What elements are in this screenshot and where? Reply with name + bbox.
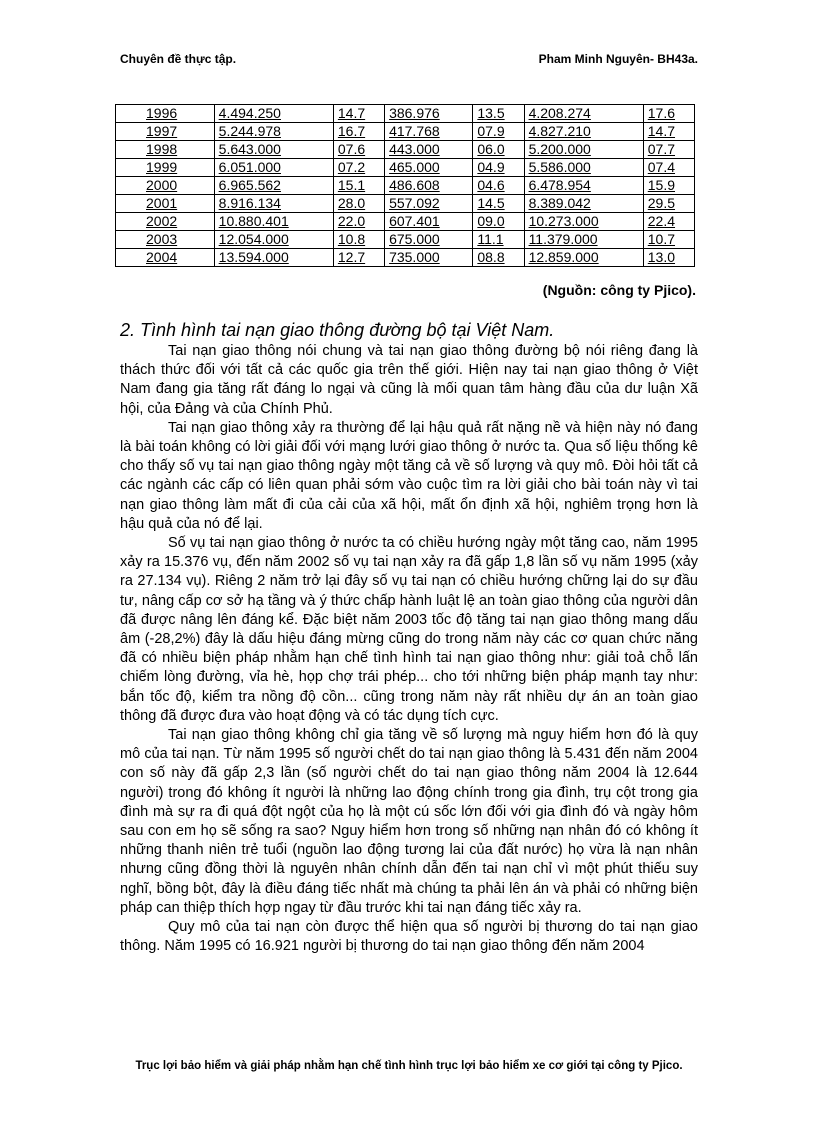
table-cell: 09.0: [473, 213, 524, 231]
table-cell: 14.5: [473, 195, 524, 213]
table-cell: 1999: [116, 159, 215, 177]
page-footer: Trục lợi bảo hiểm và giải pháp nhằm hạn chế tình hình trục lợi bảo hiểm xe cơ giới tại công ty Pjico.: [135, 1060, 683, 1072]
table-row: [116, 195, 695, 213]
table-cell: 386.976: [385, 105, 473, 123]
table-cell: 07.6: [333, 141, 384, 159]
table-cell: 607.401: [385, 213, 473, 231]
table-cell: 11.379.000: [524, 231, 643, 249]
table-cell: 4.827.210: [524, 123, 643, 141]
table-cell: 6.965.562: [214, 177, 333, 195]
table-cell: 486.608: [385, 177, 473, 195]
table-cell: 1996: [116, 105, 215, 123]
table-cell: 29.5: [643, 195, 694, 213]
header-left: Chuyên đề thực tập.: [120, 52, 237, 66]
paragraph: Tai nạn giao thông không chỉ gia tăng về số lượng mà nguy hiểm hơn đó là quy mô của tai nạn. Từ năm 1995 số người chết do tai nạn giao thông là 5.431 đến năm 2004 con số này đã gấp 2,3 lần (số người chết do tai nạn giao thông năm 2004 là 12.644 người) trong đó không ít người là những lao động chính trong gia đình, trụ cột trong gia đình mà sự ra đi quá đột ngột của họ là một cú sốc lớn đối với gia đình đó và ngày hôm sau con em họ sẽ sống ra sao? Nguy hiểm hơn trong số những nạn nhân đó có không ít những thanh niên trẻ tuổi (nguồn lao động tương lai của đất nước) họ vừa là nạn nhân nhưng cũng đồng thời là nguyên nhân chính dẫn đến tai nạn chỉ vì một phút thiếu suy nghĩ, bồng bột, đây là điều đáng tiếc nhất mà chúng ta phải lên án và phải có những biện pháp can thiệp thích hợp ngay từ đầu trước khi tai nạn đáng tiếc xảy ra.: [120, 727, 698, 916]
table-cell: 2004: [116, 249, 215, 267]
paragraph: Quy mô của tai nạn còn được thể hiện qua số người bị thương do tai nạn giao thông. Năm 1995 có 16.921 người bị thương do tai nạn giao thông đến năm 2004: [120, 919, 698, 955]
table-cell: 2000: [116, 177, 215, 195]
table-row: [116, 177, 695, 195]
table-cell: 22.4: [643, 213, 694, 231]
table-cell: 4.494.250: [214, 105, 333, 123]
header-right: Pham Minh Nguyên- BH43a.: [538, 52, 698, 66]
table-cell: 417.768: [385, 123, 473, 141]
table-cell: 13.0: [643, 249, 694, 267]
table-cell: 4.208.274: [524, 105, 643, 123]
table-cell: 2002: [116, 213, 215, 231]
paragraph: Số vụ tai nạn giao thông ở nước ta có chiều hướng ngày một tăng cao, năm 1995 xảy ra 15.376 vụ, đến năm 2002 số vụ tai nạn xảy ra đã gấp 1,8 lần số vụ năm 1995 (xảy ra 27.134 vụ). Riêng 2 năm trở lại đây số vụ tai nạn có chiều hướng chững lại do sự đầu tư, nâng cấp cơ sở hạ tầng và ý thức chấp hành luật lệ an toàn giao thông của người dân đã được nâng lên đáng kể. Đặc biệt năm 2003 tốc độ tăng tai nạn giao thông mang dấu âm (-28,2%) đây là dấu hiệu đáng mừng cũng do trong năm này các cơ quan chức năng đã có nhiều biện pháp nhằm hạn chế tình hình tai nạn giao thông như: giải toả chỗ lấn chiếm lòng đường, vỉa hè, họp chợ trái phép... cho tới những biện pháp mạnh tay như: bắn tốc độ, kiểm tra nồng độ cồn... cũng trong năm này rất nhiều dự án an toàn giao thông đã được đưa vào hoạt động và có tác dụng tích cực.: [120, 535, 698, 724]
table-row: [116, 123, 695, 141]
table-cell: 1998: [116, 141, 215, 159]
table-row: [116, 249, 695, 267]
table-cell: 735.000: [385, 249, 473, 267]
table-cell: 6.051.000: [214, 159, 333, 177]
table-cell: 557.092: [385, 195, 473, 213]
table-cell: 06.0: [473, 141, 524, 159]
table-cell: 12.054.000: [214, 231, 333, 249]
table-cell: 2003: [116, 231, 215, 249]
table-cell: 11.1: [473, 231, 524, 249]
table-cell: 10.7: [643, 231, 694, 249]
table-row: [116, 213, 695, 231]
table-cell: 12.7: [333, 249, 384, 267]
table-cell: 07.4: [643, 159, 694, 177]
table-cell: 16.7: [333, 123, 384, 141]
table-cell: 07.9: [473, 123, 524, 141]
table-row: [116, 159, 695, 177]
body-text: [120, 342, 698, 957]
table-cell: 13.5: [473, 105, 524, 123]
table-cell: 14.7: [643, 123, 694, 141]
table-row: [116, 231, 695, 249]
table-cell: 5.244.978: [214, 123, 333, 141]
table-cell: 07.2: [333, 159, 384, 177]
table-cell: 04.9: [473, 159, 524, 177]
table-cell: 22.0: [333, 213, 384, 231]
table-cell: 675.000: [385, 231, 473, 249]
table-cell: 2001: [116, 195, 215, 213]
table-cell: 8.389.042: [524, 195, 643, 213]
statistics-table: [115, 104, 695, 267]
table-cell: 443.000: [385, 141, 473, 159]
table-cell: 08.8: [473, 249, 524, 267]
paragraph: Tai nạn giao thông nói chung và tai nạn giao thông đường bộ nói riêng đang là thách thức đối với tất cả các quốc gia trên thế giới. Hiện nay tai nạn giao thông ở Việt Nam đang gia tăng rất đáng lo ngại và cũng là mối quan tâm hàng đầu của dư luận Xã hội, của Đảng và của Chính Phủ.: [120, 343, 698, 417]
table-row: [116, 141, 695, 159]
table-cell: 14.7: [333, 105, 384, 123]
table-cell: 1997: [116, 123, 215, 141]
table-cell: 465.000: [385, 159, 473, 177]
table-cell: 12.859.000: [524, 249, 643, 267]
table-cell: 5.643.000: [214, 141, 333, 159]
table-cell: 10.273.000: [524, 213, 643, 231]
table-row: [116, 105, 695, 123]
table-cell: 6.478.954: [524, 177, 643, 195]
table-cell: 8.916.134: [214, 195, 333, 213]
table-source: (Nguồn: công ty Pjico).: [542, 282, 696, 298]
table-cell: 15.9: [643, 177, 694, 195]
page-header: [120, 52, 698, 70]
table-cell: 15.1: [333, 177, 384, 195]
table-cell: 10.880.401: [214, 213, 333, 231]
table-cell: 07.7: [643, 141, 694, 159]
table-cell: 5.200.000: [524, 141, 643, 159]
table-cell: 04.6: [473, 177, 524, 195]
paragraph: Tai nạn giao thông xảy ra thường để lại hậu quả rất nặng nề và hiện này nó đang là bài toán không có lời giải đối với mạng lưới giao thông ở nước ta. Qua số liệu thống kê cho thấy số vụ tai nạn giao thông ngày một tăng cả về số lượng và quy mô. Đòi hỏi tất cả các ngành các cấp có liên quan phải sớm vào cuộc tìm ra lời giải cho bài toán này vì tai nạn giao thông làm mất đi của cải của xã hội, mất ổn định xã hội, nghiêm trọng hơn là hậu quả của nó để lại.: [120, 419, 698, 532]
table-cell: 28.0: [333, 195, 384, 213]
table-cell: 10.8: [333, 231, 384, 249]
table-cell: 5.586.000: [524, 159, 643, 177]
section-title: 2. Tình hình tai nạn giao thông đường bộ tại Việt Nam.: [120, 320, 555, 340]
table-cell: 17.6: [643, 105, 694, 123]
table-cell: 13.594.000: [214, 249, 333, 267]
